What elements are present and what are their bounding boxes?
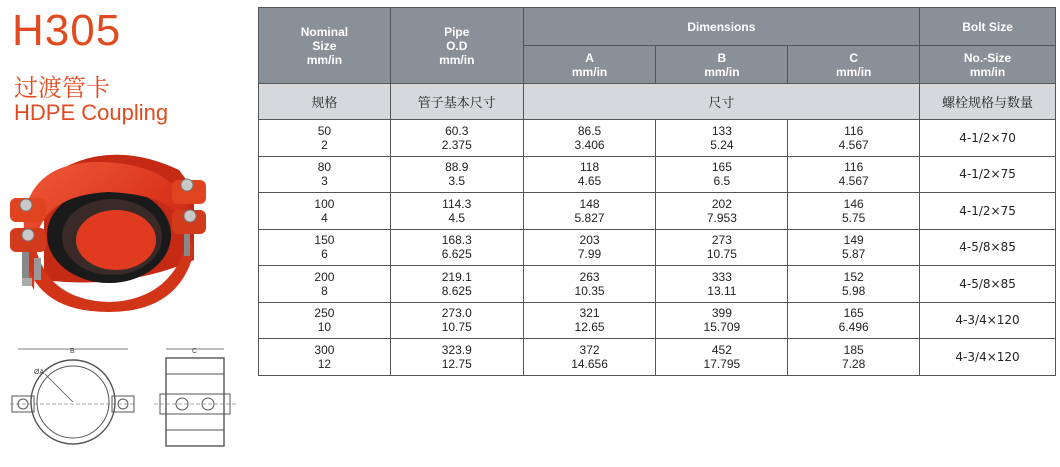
cell-size: 100 4 xyxy=(259,193,391,230)
cell-a: 118 4.65 xyxy=(523,156,656,193)
cell-bolt: 4-1/2×75 xyxy=(920,156,1056,193)
header-a: A mm/in xyxy=(523,46,656,84)
cell-od: 219.1 8.625 xyxy=(390,266,523,303)
cell-c: 152 5.98 xyxy=(788,266,920,303)
cell-bolt: 4-5/8×85 xyxy=(920,266,1056,303)
cell-od: 168.3 6.625 xyxy=(390,229,523,266)
spec-table xyxy=(258,7,1056,376)
cell-od: 114.3 4.5 xyxy=(390,193,523,230)
header-b: B mm/in xyxy=(656,46,788,84)
svg-text:ØA: ØA xyxy=(34,369,45,376)
cn-header-spec: 规格 xyxy=(259,84,391,120)
table-row xyxy=(259,302,1056,339)
cell-b: 133 5.24 xyxy=(656,120,788,157)
product-name-en: HDPE Coupling xyxy=(14,100,169,125)
header-bolt-size: Bolt Size xyxy=(920,8,1056,46)
table-row xyxy=(259,339,1056,376)
cell-b: 273 10.75 xyxy=(656,229,788,266)
svg-text:B: B xyxy=(70,348,75,355)
cell-size: 150 6 xyxy=(259,229,391,266)
cell-c: 185 7.28 xyxy=(788,339,920,376)
table-row xyxy=(259,193,1056,230)
table-row xyxy=(259,156,1056,193)
table-row xyxy=(259,266,1056,303)
cell-bolt: 4-5/8×85 xyxy=(920,229,1056,266)
cell-od: 88.9 3.5 xyxy=(390,156,523,193)
side-view-drawing xyxy=(154,344,244,454)
cell-c: 116 4.567 xyxy=(788,120,920,157)
cn-header-bolt: 螺栓规格与数量 xyxy=(920,84,1056,120)
front-view-drawing xyxy=(10,344,140,454)
header-dimensions: Dimensions xyxy=(523,8,919,46)
svg-text:C: C xyxy=(192,348,198,355)
cell-a: 263 10.35 xyxy=(523,266,656,303)
cell-b: 333 13.11 xyxy=(656,266,788,303)
cell-c: 149 5.87 xyxy=(788,229,920,266)
cell-od: 273.0 10.75 xyxy=(390,302,523,339)
cell-b: 452 17.795 xyxy=(656,339,788,376)
cell-bolt: 4-3/4×120 xyxy=(920,339,1056,376)
cell-size: 250 10 xyxy=(259,302,391,339)
cell-a: 372 14.656 xyxy=(523,339,656,376)
header-c: C mm/in xyxy=(788,46,920,84)
cell-b: 202 7.953 xyxy=(656,193,788,230)
product-panel xyxy=(0,0,250,467)
cn-header-dims: 尺寸 xyxy=(523,84,919,120)
cell-bolt: 4-1/2×75 xyxy=(920,193,1056,230)
product-name-cn: 过渡管卡 xyxy=(14,74,110,102)
coupling-photo xyxy=(4,140,214,315)
cn-header-pipe: 管子基本尺寸 xyxy=(390,84,523,120)
header-pipe-od: Pipe O.D mm/in xyxy=(390,8,523,84)
cell-c: 165 6.496 xyxy=(788,302,920,339)
cell-od: 323.9 12.75 xyxy=(390,339,523,376)
cell-a: 86.5 3.406 xyxy=(523,120,656,157)
cell-b: 399 15.709 xyxy=(656,302,788,339)
cell-size: 80 3 xyxy=(259,156,391,193)
cell-b: 165 6.5 xyxy=(656,156,788,193)
table-row xyxy=(259,229,1056,266)
cell-a: 203 7.99 xyxy=(523,229,656,266)
cell-c: 146 5.75 xyxy=(788,193,920,230)
cell-bolt: 4-3/4×120 xyxy=(920,302,1056,339)
cell-a: 321 12.65 xyxy=(523,302,656,339)
cell-a: 148 5.827 xyxy=(523,193,656,230)
cell-size: 50 2 xyxy=(259,120,391,157)
header-bolt-sub: No.-Size mm/in xyxy=(920,46,1056,84)
model-number: H305 xyxy=(12,6,122,55)
cell-c: 116 4.567 xyxy=(788,156,920,193)
cell-size: 200 8 xyxy=(259,266,391,303)
header-nominal-size: Nominal Size mm/in xyxy=(259,8,391,84)
cell-od: 60.3 2.375 xyxy=(390,120,523,157)
cell-bolt: 4-1/2×70 xyxy=(920,120,1056,157)
cell-size: 300 12 xyxy=(259,339,391,376)
table-row xyxy=(259,120,1056,157)
